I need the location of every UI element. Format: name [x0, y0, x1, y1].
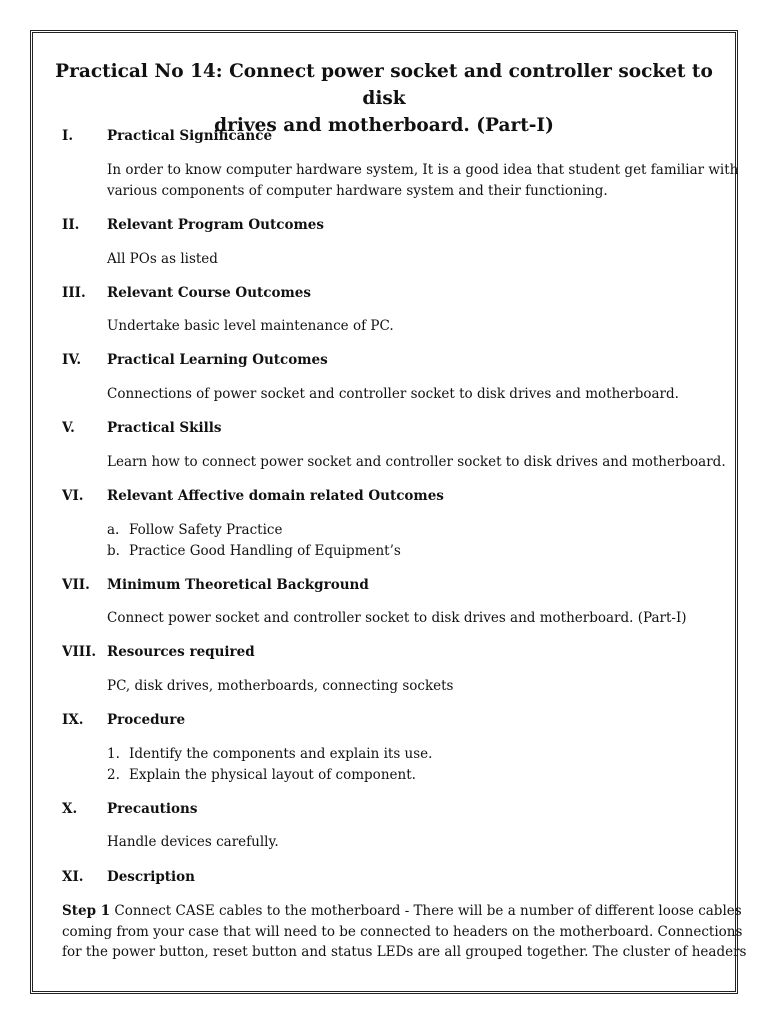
list-item-text: Follow Safety Practice [129, 522, 283, 538]
list-item-text: Identify the components and explain its use. [129, 746, 433, 762]
section-text-x [107, 832, 279, 853]
text-line: Undertake basic level maintenance of PC. [107, 318, 394, 334]
section-number: VI. [62, 488, 84, 504]
list-item [107, 542, 401, 560]
section-title: Relevant Program Outcomes [107, 217, 324, 233]
section-title: Practical Skills [107, 420, 222, 436]
text-line: for the power button, reset button and status LEDs are all grouped together. The cluster of headers [62, 944, 747, 960]
text-line: coming from your case that will need to be connected to headers on the motherboard. Connections [62, 923, 743, 940]
list-item [107, 745, 432, 763]
section-heading-x [62, 800, 197, 818]
section-number: III. [62, 285, 86, 301]
section-title: Procedure [107, 712, 186, 728]
section-title: Minimum Theoretical Background [107, 577, 369, 593]
section-title: Practical Significance [107, 128, 273, 144]
section-title: Precautions [107, 801, 198, 817]
section-heading-vi [62, 487, 444, 505]
section-heading-xi [62, 868, 195, 886]
section-number: XI. [62, 869, 84, 885]
list-marker: b. [107, 543, 120, 559]
section-number: VII. [62, 577, 90, 593]
text-line: Connections of power socket and controller socket to disk drives and motherboard. [107, 386, 679, 402]
section-heading-ix [62, 711, 185, 729]
section-title: Resources required [107, 644, 255, 660]
section-number: IV. [62, 352, 82, 368]
list-item-text: Practice Good Handling of Equipment’s [129, 543, 401, 559]
text-line: Learn how to connect power socket and controller socket to disk drives and motherboard. [107, 454, 726, 470]
section-heading-viii [62, 643, 255, 661]
list-item [107, 766, 416, 784]
page-title-line-2: drives and motherboard. (Part-I) [214, 115, 554, 136]
section-text-iii [107, 316, 394, 337]
text-line: In order to know computer hardware system, It is a good idea that student get familiar with [107, 162, 739, 178]
section-text-viii [107, 676, 453, 697]
section-heading-iii [62, 284, 311, 302]
list-item [107, 521, 282, 539]
step-label: Step 1 [62, 903, 111, 919]
text-line: All POs as listed [107, 251, 218, 267]
section-title: Description [107, 869, 195, 885]
text-line [62, 901, 742, 922]
section-number: I. [62, 128, 74, 144]
text-line: various components of computer hardware system and their functioning. [107, 183, 608, 199]
list-item-text: Explain the physical layout of component. [129, 767, 416, 783]
section-title: Relevant Course Outcomes [107, 285, 311, 301]
section-number: V. [62, 420, 75, 436]
section-heading-iv [62, 351, 328, 369]
section-text-vii [107, 608, 687, 629]
section-number: X. [62, 801, 78, 817]
section-text-iv [107, 384, 679, 405]
section-heading-ii [62, 216, 324, 234]
section-title: Relevant Affective domain related Outcomes [107, 488, 444, 504]
section-number: IX. [62, 712, 84, 728]
list-marker: a. [107, 522, 120, 538]
section-number: VIII. [62, 644, 97, 660]
section-heading-vii [62, 576, 369, 594]
section-number: II. [62, 217, 80, 233]
section-text-ii [107, 249, 218, 270]
text-line: PC, disk drives, motherboards, connecting sockets [107, 678, 454, 694]
list-marker: 2. [107, 767, 120, 783]
step-1-paragraph [62, 901, 747, 963]
section-heading-i [62, 127, 272, 145]
section-heading-v [62, 419, 221, 437]
page-title-line-1: Practical No 14: Connect power socket and controller socket to disk [55, 61, 713, 109]
section-text-i [107, 160, 738, 202]
section-text-v [107, 452, 726, 473]
step-text: Connect CASE cables to the motherboard - There will be a number of different loose cables [110, 903, 742, 919]
text-line: Handle devices carefully. [107, 834, 279, 850]
text-line: Connect power socket and controller socket to disk drives and motherboard. (Part-I) [107, 610, 687, 626]
list-marker: 1. [107, 746, 120, 762]
section-title: Practical Learning Outcomes [107, 352, 328, 368]
